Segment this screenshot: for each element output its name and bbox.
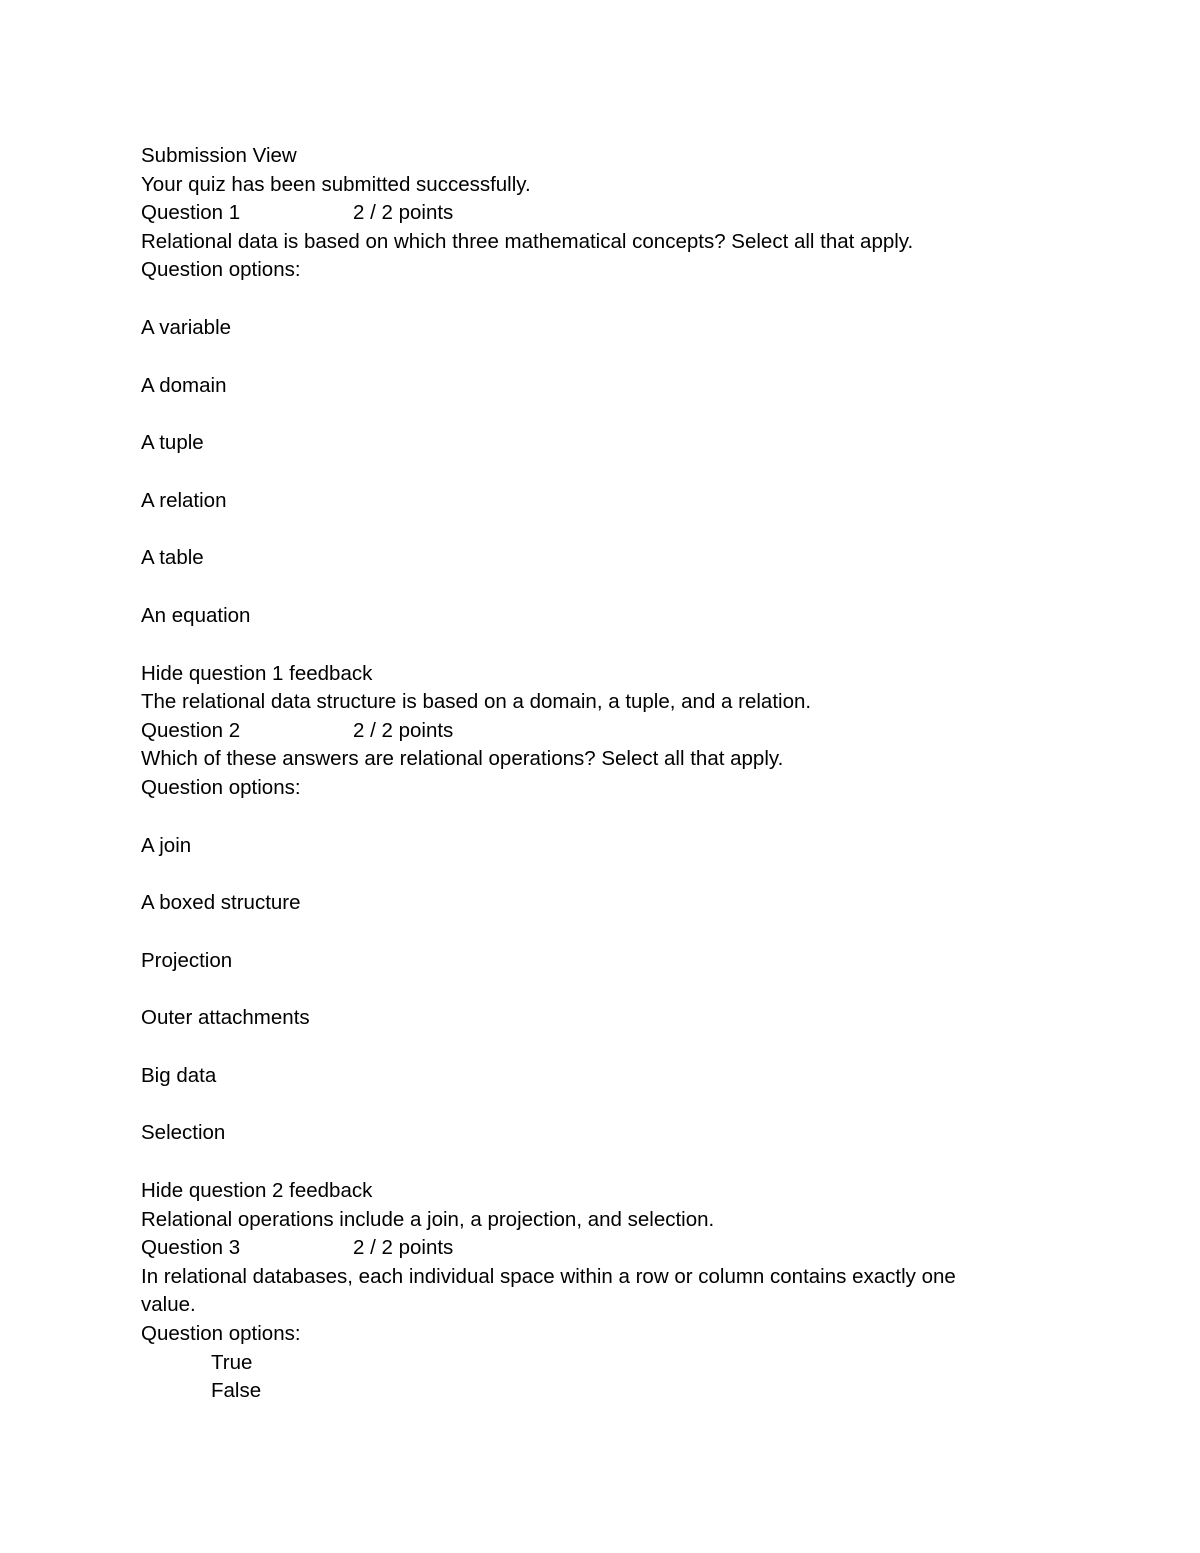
question-2-option[interactable]: Big data bbox=[141, 1063, 217, 1087]
question-1-option[interactable]: A tuple bbox=[141, 431, 204, 455]
question-2-feedback: Relational operations include a join, a projection, and selection. bbox=[141, 1207, 715, 1231]
question-1-option[interactable]: A domain bbox=[141, 373, 227, 397]
question-2-label: Question 2 bbox=[141, 718, 241, 742]
submission-document bbox=[141, 142, 1041, 1406]
question-1-header bbox=[141, 199, 1041, 228]
question-3-options-label: Question options: bbox=[141, 1322, 301, 1346]
question-2-option[interactable]: Outer attachments bbox=[141, 1006, 310, 1030]
submission-status: Your quiz has been submitted successfully. bbox=[141, 172, 531, 196]
question-2-option[interactable]: Projection bbox=[141, 948, 233, 972]
question-2-option[interactable]: Selection bbox=[141, 1121, 226, 1145]
question-1-option[interactable]: An equation bbox=[141, 603, 251, 627]
question-1-options-label: Question options: bbox=[141, 258, 301, 282]
question-3-label: Question 3 bbox=[141, 1236, 241, 1260]
question-3-option[interactable]: False bbox=[211, 1379, 262, 1403]
question-1-option[interactable]: A variable bbox=[141, 315, 232, 339]
question-2-score: 2 / 2 points bbox=[353, 718, 454, 742]
question-2-options-label: Question options: bbox=[141, 775, 301, 799]
question-1-option[interactable]: A table bbox=[141, 546, 204, 570]
page-title: Submission View bbox=[141, 144, 297, 167]
question-2-feedback-toggle[interactable]: Hide question 2 feedback bbox=[141, 1179, 373, 1203]
question-2-option[interactable]: A boxed structure bbox=[141, 891, 301, 915]
question-1-prompt: Relational data is based on which three mathematical concepts? Select all that apply. bbox=[141, 229, 914, 253]
question-1-feedback-toggle[interactable]: Hide question 1 feedback bbox=[141, 661, 373, 685]
question-3-score: 2 / 2 points bbox=[353, 1236, 454, 1260]
question-1-option[interactable]: A relation bbox=[141, 488, 227, 512]
question-1-feedback: The relational data structure is based on a domain, a tuple, and a relation. bbox=[141, 690, 812, 714]
question-2-header bbox=[141, 717, 1041, 746]
question-1-label: Question 1 bbox=[141, 201, 241, 225]
question-3-prompt: In relational databases, each individual space within a row or column contains exactly one value. bbox=[141, 1264, 956, 1317]
question-1-score: 2 / 2 points bbox=[353, 201, 454, 225]
question-2-prompt: Which of these answers are relational operations? Select all that apply. bbox=[141, 747, 784, 771]
question-3-option[interactable]: True bbox=[211, 1350, 253, 1374]
question-3-header bbox=[141, 1234, 1041, 1263]
question-2-option[interactable]: A join bbox=[141, 833, 192, 857]
